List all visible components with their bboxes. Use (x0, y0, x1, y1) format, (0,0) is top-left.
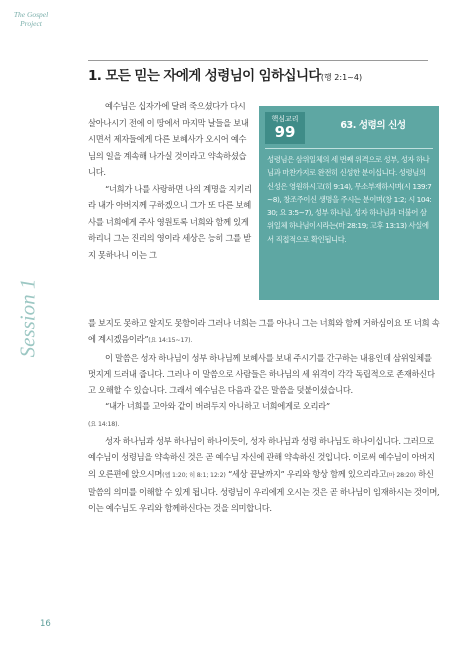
section-heading-ref: (행 2:1~4) (320, 73, 363, 82)
section-heading (88, 64, 448, 84)
sidebar (0, 0, 60, 656)
session-label: Session 1 (15, 278, 40, 358)
page-number: 16 (40, 619, 51, 629)
body-wide-column (88, 315, 440, 517)
paragraph-quote-start: “너희가 나를 사랑하면 나의 계명을 지키리라 내가 아버지께 구하겠으니 그가 또 다른 보혜사를 너희에게 주사 영원토록 너희와 함께 있게 하리니 그는 진리의 영이라 세상은 능히 그를 받지 못하나니 이는 그 (88, 183, 252, 260)
paragraph-quote-two-ref (88, 415, 440, 433)
conclusion-ref-b: (마 28:20) (386, 471, 416, 479)
paragraph-quote-end (88, 315, 440, 350)
quote-two-text: “내가 너희를 고아와 같이 버려두지 아니하고 너희에게로 오리라” (105, 401, 330, 412)
doctrine-badge-number: 99 (274, 123, 296, 141)
body-narrow-column (88, 98, 252, 263)
section-heading-text: 1. 모든 믿는 자에게 성령님이 임하십니다 (88, 68, 321, 84)
brand-title: The Gospel Project (13, 10, 49, 28)
paragraph-conclusion (88, 433, 440, 516)
doctrine-badge-label: 핵심교리 (271, 115, 299, 123)
quote-end-text: 를 보지도 못하고 알지도 못함이라 그러나 너희는 그를 아나니 그는 너희와 함께 거하심이요 또 너희 속에 계시겠음이라” (88, 318, 440, 345)
heading-rule (88, 60, 428, 61)
quote-two-ref: (요 14:18). (88, 420, 120, 428)
paragraph-intro: 예수님은 십자가에 달려 죽으셨다가 다시 살아나시기 전에 이 땅에서 마지막 날들을 보내시면서 제자들에게 다른 보혜사가 오시어 예수님의 일을 계속해 나가실 것이라고 약속하셨습니다. (88, 101, 249, 177)
doctrine-box (259, 106, 439, 300)
conclusion-text-a: 성자 하나님과 성부 하나님이 하나이듯이, 성자 하나님과 성령 하나님도 하나이십니다. 그러므로 예수님이 성령님을 약속하신 것은 곧 예수님 자신에 관해 약속하신 것입니다. 이로써 예수님이 아버지의 오른편에 앉으시며 (88, 436, 435, 479)
conclusion-ref-a: (엡 1:20; 히 8:1; 12:2) (162, 471, 226, 479)
doctrine-badge (265, 112, 305, 144)
paragraph-quote-two (88, 398, 440, 414)
conclusion-text-c: 하신 말씀의 의미를 이해할 수 있게 됩니다. 성령님이 우리에게 오시는 것은 곧 하나님이 임재하시는 것이며, 이는 예수님도 우리와 함께하신다는 것을 의미합니다. (88, 468, 440, 514)
quote-end-ref: (요 14:15~17). (148, 337, 193, 345)
doctrine-body: 성령님은 삼위일체의 세 번째 위격으로 성부, 성자 하나님과 마찬가지로 완전히 신성한 분이십니다. 성령님의 신성은 영원하시고(히 9:14), 무소부재하시며(시 139:7~8), 창조주이신 생명을 주시는 분이며(창 1:2; 시 104:30; 요 3:5~7), 성부 하나님, 성자 하나님과 더불어 삼위일체 하나님이시라는(마 28:19; 고후 13:13) 사실에서 직접적으로 확인됩니다. (267, 155, 432, 244)
paragraph-explanation: 이 말씀은 성자 하나님이 성부 하나님께 보혜사를 보내 주시기를 간구하는 내용인데 삼위일체를 멋지게 드러내 줍니다. 그러나 이 말씀으로 사람들은 하나님의 세 위격이 각각 독립적으로 존재하신다고 오해할 수 있습니다. 그래서 예수님은 다음과 같은 말씀을 덧붙이셨습니다. (88, 352, 435, 396)
doctrine-divider (265, 148, 433, 149)
conclusion-text-b: “세상 끝날까지” 우리와 항상 함께 있으리라고 (225, 468, 387, 479)
doctrine-title: 63. 성령의 신성 (340, 120, 406, 131)
